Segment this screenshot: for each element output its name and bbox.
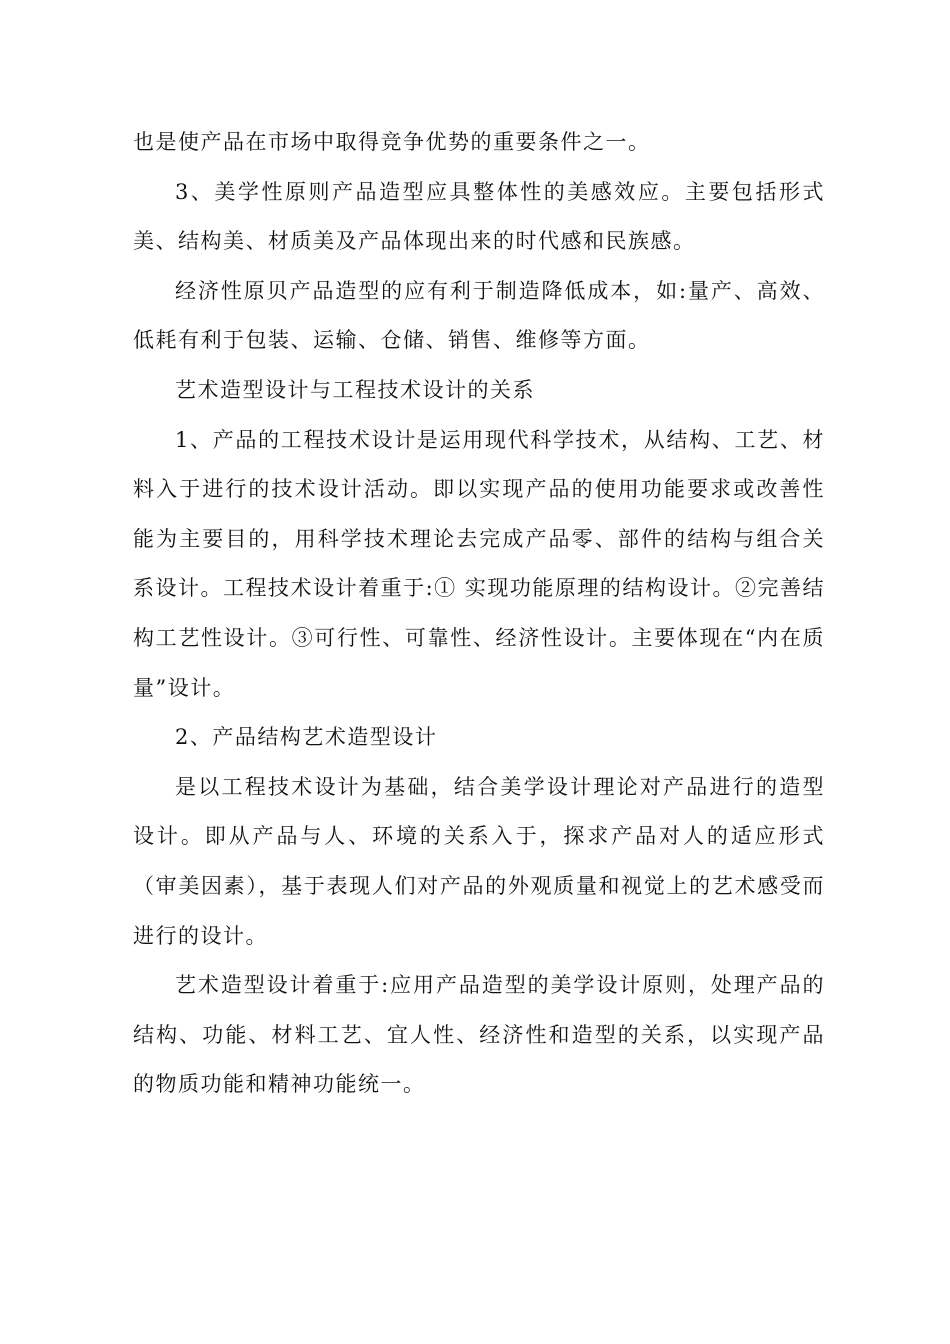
paragraph-structural-art-design: 2、产品结构艺术造型设计 <box>175 725 438 750</box>
document-body <box>133 118 825 1110</box>
paragraph-aesthetic-principle: 3、美学性原则产品造型应具整体性的美感效应。主要包括形式美、结构美、材质美及产品体现出来的时代感和民族感。 <box>133 179 825 254</box>
paragraph-engineering-design: 1、产品的工程技术设计是运用现代科学技术，从结构、工艺、材料入于进行的技术设计活动。即以实现产品的使用功能要求或改善性能为主要目的，用科学技术理论去完成产品零、部件的结构与组合关系设计。工程技术设计着重于:① 实现功能原理的结构设计。②完善结构工艺性设计。③可行性、可靠性、经济性设计。主要体现在“内在质量”设计。 <box>133 427 825 700</box>
paragraph-design-basis: 是以工程技术设计为基础，结合美学设计理论对产品进行的造型设计。即从产品与人、环境的关系入于，探求产品对人的适应形式（审美因素），基于表现人们对产品的外观质量和视觉上的艺术感受而进行的设计。 <box>133 774 825 948</box>
section-heading-relationship: 艺术造型设计与工程技术设计的关系 <box>175 377 535 402</box>
paragraph-economic-principle: 经济性原贝产品造型的应有利于制造降低成本，如:量产、高效、低耗有利于包装、运输、仓储、销售、维修等方面。 <box>133 278 825 353</box>
paragraph-continuation: 也是使产品在市场中取得竞争优势的重要条件之一。 <box>133 130 651 154</box>
paragraph-art-design-focus: 艺术造型设计着重于:应用产品造型的美学设计原则，处理产品的结构、功能、材料工艺、宜人性、经济性和造型的关系，以实现产品的物质功能和精神功能统一。 <box>133 973 825 1097</box>
